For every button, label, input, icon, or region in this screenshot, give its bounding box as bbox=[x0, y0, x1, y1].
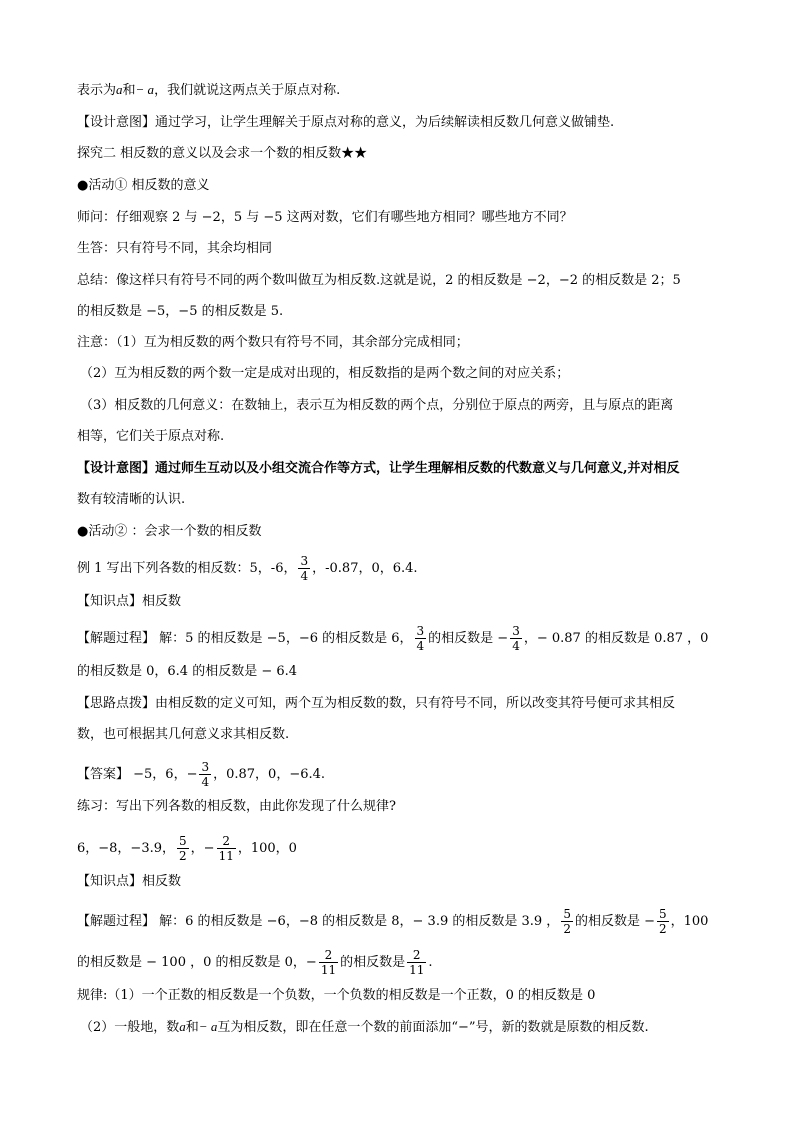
fraction-five-halves: $\frac{5}{2}$ bbox=[563, 907, 571, 936]
fraction-three-fourths: $\frac{3}{4}$ bbox=[201, 760, 210, 789]
teacher-question: 师问：仔细观察 2 与 −2，5 与 −5 这两对数，它们有哪些地方相同？哪些地方不同？ bbox=[77, 210, 573, 225]
fraction-three-fourths: $\frac{3}{4}$ bbox=[416, 624, 425, 653]
solution-1-line-1: 【解题过程】 解：5 的相反数是 −5，−6 的相反数是 6， $\frac{3}{4}$ 的相反数是 − $\frac{3}{4}$ ，− 0.87 的相反数是 0.87 ，0 bbox=[77, 624, 709, 653]
summary-line-1: 总结：像这样只有符号不同的两个数叫做互为相反数.这就是说，2 的相反数是 −2，−2 的相反数是 2；5 bbox=[77, 273, 681, 288]
design-intent-2-line-2: 数有较清晰的认识. bbox=[77, 492, 186, 507]
rule-2: （2）一般地，数a和− a互为相反数，即在任意一个数的前面添加“−”号，新的数就是原数的相反数. bbox=[80, 1019, 649, 1035]
note-1: 注意：（1）互为相反数的两个数只有符号不同，其余部分完成相同； bbox=[77, 335, 469, 350]
fraction-two-elevenths: $\frac{2}{11}$ bbox=[409, 948, 425, 977]
example-1: 例 1 写出下列各数的相反数：5，-6， $\frac{3}{4}$ ，-0.87，0，6.4. bbox=[77, 554, 418, 583]
section-heading: 探究二 相反数的意义以及会求一个数的相反数★★ bbox=[77, 146, 368, 161]
solution-1-line-2: 的相反数是 0，6.4 的相反数是 − 6.4 bbox=[77, 664, 298, 679]
design-intent-1: 【设计意图】通过学习，让学生理解关于原点对称的意义，为后续解读相反数几何意义做铺垫. bbox=[77, 115, 615, 130]
note-3-line-2: 相等，它们关于原点对称. bbox=[77, 429, 225, 444]
hint-line-2: 数，也可根据其几何意义求其相反数. bbox=[77, 727, 290, 742]
activity-2-heading: ●活动② ：会求一个数的相反数 bbox=[77, 524, 262, 539]
student-answer: 生答：只有符号不同，其余均相同 bbox=[77, 241, 273, 256]
knowledge-point-1: 【知识点】相反数 bbox=[77, 594, 182, 609]
note-2: （2）互为相反数的两个数一定是成对出现的，相反数指的是两个数之间的对应关系； bbox=[80, 366, 570, 381]
fraction-three-fourths: $\frac{3}{4}$ bbox=[512, 624, 520, 653]
solution-2-line-2: 的相反数是 − 100 ，0 的相反数是 0，− $\frac{2}{11}$ 的相反数是 $\frac{2}{11}$ . bbox=[77, 948, 433, 977]
fraction-five-halves: $\frac{5}{2}$ bbox=[179, 834, 187, 863]
solution-2-line-1: 【解题过程】 解：6 的相反数是 −6，−8 的相反数是 8，− 3.9 的相反数是 3.9 ， $\frac{5}{2}$ 的相反数是 − $\frac{5}{2}$ ，100 bbox=[77, 907, 709, 936]
note-3-line-1: （3）相反数的几何意义：在数轴上，表示互为相反数的两个点，分别位于原点的两旁，且与原点的距离 bbox=[80, 398, 674, 413]
design-intent-2-line-1: 【设计意图】通过师生互动以及小组交流合作等方式，让学生理解相反数的代数意义与几何意义,并对相反 bbox=[77, 461, 680, 476]
fraction-two-elevenths: $\frac{2}{11}$ bbox=[320, 948, 337, 977]
activity-1-heading: ●活动① 相反数的意义 bbox=[77, 178, 210, 193]
exercise-prompt: 练习：写出下列各数的相反数，由此你发现了什么规律? bbox=[77, 799, 396, 814]
line-symmetry-definition: 表示为a和− a，我们就说这两点关于原点对称. bbox=[77, 82, 341, 98]
hint-line-1: 【思路点拨】由相反数的定义可知，两个互为相反数的数，只有符号不同，所以改变其符号便可求其相反 bbox=[77, 696, 676, 711]
fraction-two-elevenths: $\frac{2}{11}$ bbox=[218, 834, 234, 863]
exercise-numbers: 6，−8，−3.9， $\frac{5}{2}$ ，− $\frac{2}{11}$ ，100，0 bbox=[77, 834, 297, 863]
fraction-three-fourths: $\frac{3}{4}$ bbox=[300, 554, 309, 583]
rule-1: 规律:（1）一个正数的相反数是一个负数，一个负数的相反数是一个正数，0 的相反数是 0 bbox=[77, 988, 596, 1003]
summary-line-2: 的相反数是 −5，−5 的相反数是 5. bbox=[77, 304, 284, 319]
fraction-five-halves: $\frac{5}{2}$ bbox=[658, 907, 667, 936]
answer-1: 【答案】 −5，6，− $\frac{3}{4}$ ，0.87，0，−6.4. bbox=[77, 760, 326, 789]
knowledge-point-2: 【知识点】相反数 bbox=[77, 874, 182, 889]
